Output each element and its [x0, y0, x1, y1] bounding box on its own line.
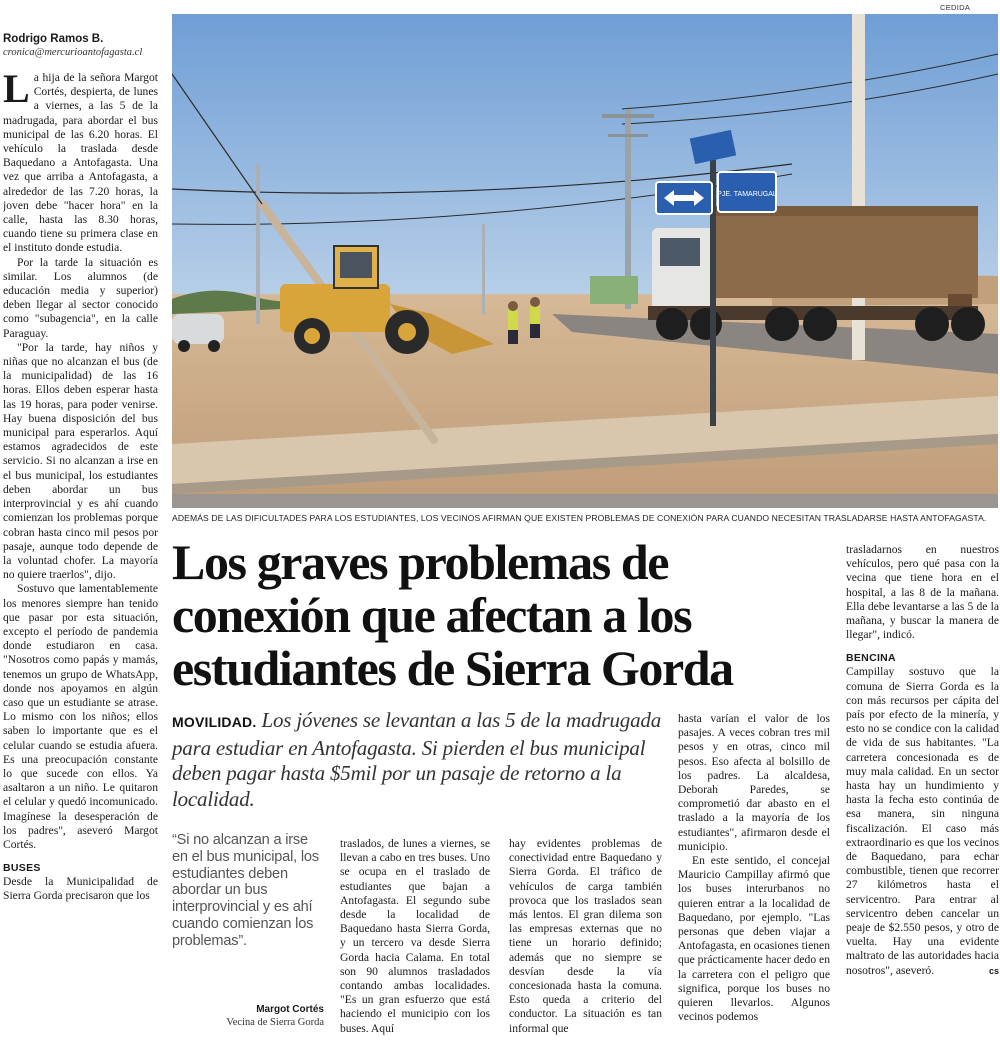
distant-truck — [590, 276, 638, 304]
news-photo — [172, 14, 998, 508]
pull-quote-attribution — [172, 1003, 324, 1029]
lower-road — [172, 494, 998, 508]
utility-pole — [256, 164, 260, 324]
headline: Los graves problemas de conexión que afectan a los estudiantes de Sierra Gorda — [172, 534, 733, 696]
pull-quote-author: Margot Cortés — [256, 1004, 324, 1015]
article-paragraph-4: Sostuvo que lamentablemente los menores siempre han tenido que pasar por esta situación, excepto el período de pandemia donde estudiaron en casa. "Nosotros como papás y mamás, tenemos un grupo de WhatsApp, donde nos apoyamos en algún caso que un estudiante se atrase. Lo mismo con los niños; ellos saben lo importante que es el celular cuando se estudia afuera. Es una preocupación constante lo que sucede con ellos. Ya asaltaron a un niño. Le quitaron el celular y quedó incomunicado. Imagínese la desesperación de los padres", aseveró Margot Cortés. — [3, 582, 158, 851]
subhead-buses: BUSES — [3, 862, 41, 875]
article-paragraph-7: hay evidentes problemas de conectividad entre Baquedano y Sierra Gorda. El tráfico de vehículos de carga también provoca que los traslados sean más lentos. El gran dilema son las empresas externas que no tiene un horario definido; además que no siempre se desvían desde la vía concesionada hasta la comuna. Esto queda a criterio del conductor. La situación es tan informal que — [509, 837, 662, 1035]
utility-pole — [482, 224, 485, 314]
section-keyword: MOVILIDAD. — [172, 714, 257, 730]
article-paragraph-3: "Por la tarde, hay niños y niñas que no alcanzan el bus (de la municipalidad) de las 16 horas. Ellos deben esperar hasta las 19 horas, para poder venirse. Hay buena disposición del bus municipal para esperarlos. Aquí estamos agradecidos de este servicio. Si no alcanzan a irse en el bus municipal, los estudiantes deben abordar un bus interprovincial y es ahí cuando comienzan los problemas porque cobran hasta cinco mil pesos por pasaje, aunque todo depende de la voluntad chofer. La mayoría no quiere traerlos", dijo. — [3, 340, 158, 582]
byline-email: cronica@mercurioantofagasta.cl — [3, 47, 143, 58]
right-column — [846, 543, 999, 1040]
pull-quote: “Si no alcanzan a irse en el bus municipal, los estudiantes deben abordar un bus interprovincial y es ahí cuando comienzan los problemas”. — [172, 832, 319, 949]
middle-column-3 — [678, 712, 830, 1040]
lead-text: Los jóvenes se levantan a las 5 de la madrugada para estudiar en Antofagasta. Si pierden el bus municipal deben pagar hasta $5mil por un pasaje de retorno a la localidad. — [172, 708, 661, 811]
drop-cap: L — [3, 66, 30, 111]
article-paragraph-6: traslados, de lunes a viernes, se llevan a cabo en tres buses. Uno se ocupa en el traslado de estudiantes que bajan a Antofagasta. El segundo sube desde la localidad de Baquedano hasta Sierra Gorda, y un tercero va desde Sierra Gorda hacia Calama. En total son 90 alumnos trasladados contando ambas localidades. "Es un gran esfuerzo que está haciendo el municipio con los buses. Aquí — [340, 837, 490, 1035]
byline-author: Rodrigo Ramos B. — [3, 33, 104, 45]
article-paragraph-11: Campillay sostuvo que la comuna de Sierra Gorda es la con más recursos per cápita del país por efecto de la minería, y esto no se condice con la calidad de vida de sus habitantes. "La carretera concesionada es de muy mala calidad. En un sector hasta hay un hundimiento y hasta la fecha esto continúa de esa manera, sin ninguna fiscalización. El caso más extraordinario es que los vecinos de Baquedano, para echar combustible, tienen que recorrer 27 kilómetros hasta el servicentro. Para entrar al servicentro deben cancelar un peaje de $2.550 pesos, y otro de vuelta. Hay una evidente maltrato de las autoridades hacia nosotros", aseveró. cs — [846, 665, 999, 977]
article-paragraph-2: Por la tarde la situación es similar. Los alumnos (de educación media y superior) deben llegar al sector conocido como "subagencia", en la calle Paraguay. — [3, 255, 158, 340]
article-paragraph-8: hasta varían el valor de los pasajes. A veces cobran tres mil pesos y en otras, cinco mil pesos. Eso afecta al bolsillo de los padres. La alcaldesa, Deborah Paredes, se comprometió dar abasto en el traslado a la mayoría de los estudiantes", afirmaron desde el municipio. — [678, 712, 830, 853]
end-mark: cs — [988, 965, 999, 976]
article-paragraph-1: La hija de la señora Margot Cortés, despierta, de lunes a viernes, a las 5 de la madrugada, para abordar el bus municipal de las 6.20 horas. El vehículo la traslada desde Baquedano a Antofagasta. Una vez que arriba a Antofagasta, a alrededor de las 7.20 horas, la joven debe "hacer hora" en la calle, hasta las 8.30 horas, cuando tiene su primera clase en el instituto donde estudia. — [3, 66, 158, 255]
article-paragraph-10: trasladarnos en nuestros vehículos, pero qué pasa con la vecina que tiene hora en el hospital, a las 8 de la mañana. Ella debe levantarse a las 5 de la mañana, y buscar la manera de llegar", indicó. — [846, 543, 999, 642]
photo-caption: ADEMÁS DE LAS DIFICULTADES PARA LOS ESTUDIANTES, LOS VECINOS AFIRMAN QUE EXISTEN PROBLEMAS DE CONEXIÓN PARA CUANDO NECESITAN TRASLADARSE HASTA ANTOFAGASTA. — [172, 513, 987, 523]
left-column — [3, 30, 158, 1040]
lead-summary — [172, 708, 667, 812]
article-paragraph-5: Desde la Municipalidad de Sierra Gorda precisaron que los — [3, 875, 158, 903]
middle-column-1 — [340, 837, 490, 1037]
subhead-bencina: BENCINA — [846, 652, 896, 665]
pull-quote-role: Vecina de Sierra Gorda — [226, 1017, 324, 1028]
parked-car — [172, 314, 224, 344]
article-paragraph-9: En este sentido, el concejal Mauricio Campillay afirmó que los buses interurbanos no quieren entrar a la localidad de Baquedano, por ejemplo. "Las personas que deben viajar a Antofagasta, en ocasiones tienen que prácticamente hacer dedo en la carretera con el peligro que significa, porque los buses no quieren llevarlos. Algunos vecinos podemos — [678, 854, 830, 1024]
middle-column-2 — [509, 837, 662, 1037]
street-sign-label: PJE. TAMARUGAL — [717, 191, 777, 198]
photo-credit: CEDIDA — [940, 3, 971, 12]
